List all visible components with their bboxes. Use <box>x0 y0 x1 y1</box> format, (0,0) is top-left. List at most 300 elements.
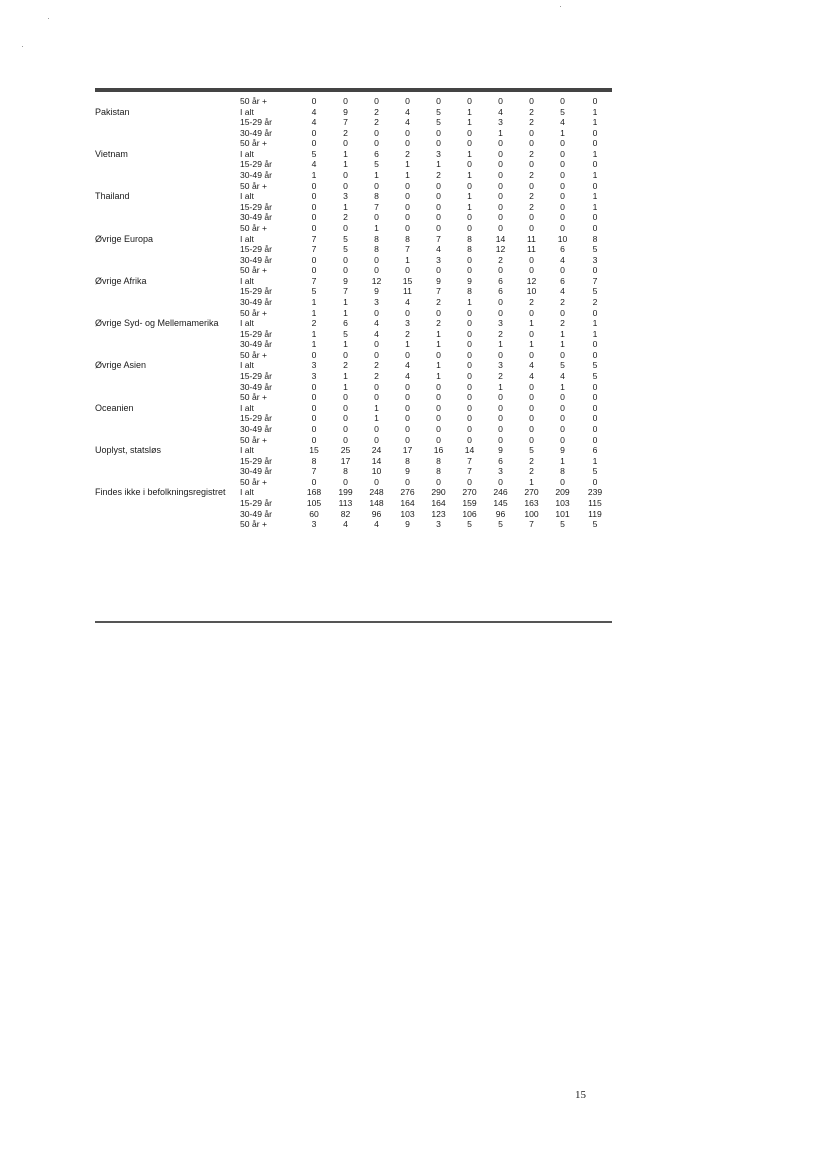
age-group-cell: 50 år + <box>240 307 267 318</box>
value-cell: 0 <box>311 180 317 191</box>
value-cell: 2 <box>560 296 565 307</box>
table-row <box>95 117 612 128</box>
table-row <box>95 265 612 276</box>
value-cell: 7 <box>311 275 317 286</box>
value-cell: 12 <box>526 275 537 286</box>
country-cell <box>95 96 240 107</box>
value-cell: 0 <box>467 371 472 382</box>
value-cell: 2 <box>498 254 503 265</box>
country-cell <box>95 413 240 424</box>
value-cell: 4 <box>405 360 410 371</box>
value-cell: 1 <box>592 328 598 339</box>
value-cell: 4 <box>560 286 565 297</box>
country-cell <box>95 466 240 477</box>
value-cell: 0 <box>405 212 410 223</box>
age-group-cell: 15-29 år <box>240 117 273 128</box>
value-cell: 0 <box>436 96 441 106</box>
value-cell: 0 <box>311 191 317 202</box>
value-cell: 0 <box>467 254 472 265</box>
value-cell: 0 <box>311 138 317 149</box>
country-cell: Pakistan <box>95 106 130 117</box>
value-cell: 1 <box>467 296 472 307</box>
value-cell: 8 <box>592 233 598 244</box>
value-cell: 0 <box>467 413 472 424</box>
age-group-cell: I alt <box>240 318 254 329</box>
value-cell: 4 <box>560 254 565 265</box>
value-cell: 7 <box>405 244 410 255</box>
value-cell: 0 <box>529 265 534 276</box>
value-cell: 3 <box>343 191 348 202</box>
country-cell <box>95 509 240 520</box>
table-row <box>95 128 612 139</box>
table-row <box>95 223 612 234</box>
value-cell: 4 <box>436 244 441 255</box>
value-cell: 0 <box>374 265 379 276</box>
value-cell: 0 <box>436 222 441 233</box>
table-row <box>95 424 612 435</box>
value-cell: 5 <box>311 148 317 159</box>
value-cell: 0 <box>529 138 534 149</box>
table-row <box>95 329 612 340</box>
value-cell: 14 <box>495 233 506 244</box>
value-cell: 0 <box>374 381 379 392</box>
value-cell: 10 <box>371 466 382 477</box>
value-cell: 2 <box>311 318 317 329</box>
age-group-cell: I alt <box>240 106 254 117</box>
age-group-cell: 50 år + <box>240 476 267 487</box>
value-cell: 0 <box>560 191 565 202</box>
value-cell: 0 <box>560 434 565 445</box>
value-cell: 2 <box>529 106 534 117</box>
value-cell: 0 <box>467 434 472 445</box>
country-cell <box>95 519 240 530</box>
value-cell: 0 <box>343 434 348 445</box>
country-cell <box>95 329 240 340</box>
country-cell <box>95 477 240 488</box>
age-group-cell: 15-29 år <box>240 497 273 508</box>
value-cell: 0 <box>436 138 441 149</box>
country-cell: Øvrige Afrika <box>95 275 147 286</box>
value-cell: 9 <box>343 275 348 286</box>
value-cell: 0 <box>498 476 503 487</box>
value-cell: 0 <box>560 265 565 276</box>
value-cell: 1 <box>311 339 317 350</box>
country-cell: Øvrige Europa <box>95 233 154 244</box>
value-cell: 1 <box>467 201 472 212</box>
value-cell: 1 <box>592 117 598 128</box>
value-cell: 8 <box>311 455 317 466</box>
value-cell: 2 <box>560 318 565 329</box>
country-cell <box>95 128 240 139</box>
value-cell: 0 <box>592 381 598 392</box>
value-cell: 0 <box>374 349 379 360</box>
country-cell <box>95 308 240 319</box>
value-cell: 4 <box>405 371 410 382</box>
value-cell: 7 <box>311 233 317 244</box>
value-cell: 5 <box>592 360 598 371</box>
value-cell: 1 <box>560 127 565 138</box>
value-cell: 2 <box>343 127 348 138</box>
country-cell <box>95 456 240 467</box>
value-cell: 1 <box>343 381 348 392</box>
value-cell: 1 <box>436 339 441 350</box>
table-row <box>95 371 612 382</box>
value-cell: 0 <box>529 328 534 339</box>
value-cell: 3 <box>592 254 598 265</box>
table-row <box>95 212 612 223</box>
value-cell: 0 <box>529 159 534 170</box>
value-cell: 2 <box>529 455 534 466</box>
value-cell: 0 <box>436 201 441 212</box>
value-cell: 0 <box>498 201 503 212</box>
value-cell: 0 <box>560 349 565 360</box>
table-row <box>95 107 612 118</box>
value-cell: 290 <box>431 487 446 498</box>
value-cell: 14 <box>464 445 475 456</box>
value-cell: 5 <box>560 106 565 117</box>
age-group-cell: I alt <box>240 233 254 244</box>
value-cell: 0 <box>560 476 565 487</box>
table-row <box>95 202 612 213</box>
value-cell: 0 <box>529 381 534 392</box>
value-cell: 5 <box>592 519 598 530</box>
value-cell: 0 <box>467 392 472 403</box>
value-cell: 163 <box>524 497 539 508</box>
value-cell: 0 <box>529 222 534 233</box>
value-cell: 1 <box>374 222 379 233</box>
value-cell: 9 <box>436 275 441 286</box>
value-cell: 0 <box>467 360 472 371</box>
value-cell: 0 <box>405 402 410 413</box>
country-cell <box>95 424 240 435</box>
value-cell: 1 <box>467 191 472 202</box>
value-cell: 9 <box>560 445 565 456</box>
value-cell: 270 <box>524 487 539 498</box>
value-cell: 7 <box>311 244 317 255</box>
value-cell: 12 <box>495 244 506 255</box>
country-cell <box>95 181 240 192</box>
age-group-cell: 15-29 år <box>240 371 273 382</box>
value-cell: 101 <box>555 508 570 519</box>
value-cell: 6 <box>498 275 503 286</box>
value-cell: 0 <box>343 222 348 233</box>
value-cell: 0 <box>560 307 565 318</box>
value-cell: 1 <box>343 148 348 159</box>
value-cell: 2 <box>498 328 503 339</box>
value-cell: 11 <box>403 286 412 297</box>
value-cell: 7 <box>467 455 472 466</box>
value-cell: 115 <box>588 497 602 508</box>
table-row <box>95 234 612 245</box>
table-row <box>95 286 612 297</box>
value-cell: 5 <box>343 244 348 255</box>
value-cell: 0 <box>529 413 534 424</box>
value-cell: 2 <box>374 360 379 371</box>
scan-speck <box>22 46 23 47</box>
value-cell: 8 <box>467 244 472 255</box>
value-cell: 0 <box>405 423 410 434</box>
country-cell: Thailand <box>95 191 130 202</box>
age-group-cell: 15-29 år <box>240 413 273 424</box>
value-cell: 1 <box>529 476 534 487</box>
value-cell: 1 <box>498 339 503 350</box>
value-cell: 0 <box>592 307 598 318</box>
value-cell: 9 <box>405 519 410 530</box>
table-row <box>95 403 612 414</box>
value-cell: 0 <box>436 413 441 424</box>
value-cell: 1 <box>560 455 565 466</box>
value-cell: 0 <box>405 222 410 233</box>
value-cell: 0 <box>498 159 503 170</box>
age-group-cell: 30-49 år <box>240 423 273 434</box>
value-cell: 0 <box>592 96 598 106</box>
value-cell: 3 <box>498 360 503 371</box>
country-cell <box>95 138 240 149</box>
value-cell: 0 <box>560 413 565 424</box>
value-cell: 5 <box>436 106 441 117</box>
value-cell: 0 <box>311 434 317 445</box>
value-cell: 0 <box>592 413 598 424</box>
value-cell: 0 <box>467 476 472 487</box>
table-row <box>95 360 612 371</box>
page-number: 15 <box>575 1089 586 1101</box>
value-cell: 9 <box>467 275 472 286</box>
age-group-cell: 30-49 år <box>240 381 273 392</box>
value-cell: 6 <box>560 275 565 286</box>
value-cell: 5 <box>311 286 317 297</box>
value-cell: 0 <box>311 476 317 487</box>
value-cell: 1 <box>405 170 410 181</box>
country-cell <box>95 435 240 446</box>
value-cell: 2 <box>592 296 598 307</box>
country-cell <box>95 117 240 128</box>
value-cell: 0 <box>592 402 598 413</box>
country-cell: Øvrige Syd- og Mellemamerika <box>95 318 219 329</box>
value-cell: 0 <box>592 423 598 434</box>
value-cell: 3 <box>498 318 503 329</box>
value-cell: 0 <box>498 423 503 434</box>
value-cell: 0 <box>405 180 410 191</box>
value-cell: 0 <box>467 222 472 233</box>
value-cell: 0 <box>498 180 503 191</box>
country-cell: Oceanien <box>95 402 134 413</box>
country-cell <box>95 159 240 170</box>
value-cell: 1 <box>436 371 441 382</box>
country-cell: Uoplyst, statsløs <box>95 445 162 456</box>
value-cell: 2 <box>529 191 534 202</box>
value-cell: 0 <box>560 96 565 106</box>
value-cell: 0 <box>374 212 379 223</box>
age-group-cell: 15-29 år <box>240 244 273 255</box>
value-cell: 0 <box>374 254 379 265</box>
value-cell: 4 <box>311 117 317 128</box>
value-cell: 199 <box>338 487 353 498</box>
value-cell: 0 <box>592 434 598 445</box>
table-row <box>95 297 612 308</box>
value-cell: 106 <box>462 508 477 519</box>
value-cell: 0 <box>405 127 410 138</box>
value-cell: 0 <box>405 138 410 149</box>
value-cell: 0 <box>498 392 503 403</box>
value-cell: 6 <box>374 148 379 159</box>
value-cell: 0 <box>467 328 472 339</box>
value-cell: 0 <box>498 222 503 233</box>
value-cell: 4 <box>374 519 379 530</box>
value-cell: 0 <box>592 222 598 233</box>
table-row <box>95 96 612 107</box>
age-group-cell: 50 år + <box>240 180 267 191</box>
value-cell: 5 <box>592 244 598 255</box>
value-cell: 0 <box>467 127 472 138</box>
value-cell: 0 <box>343 423 348 434</box>
value-cell: 0 <box>436 434 441 445</box>
value-cell: 0 <box>560 423 565 434</box>
value-cell: 0 <box>498 170 503 181</box>
value-cell: 0 <box>405 265 410 276</box>
value-cell: 0 <box>405 434 410 445</box>
value-cell: 3 <box>311 519 317 530</box>
age-group-cell: 15-29 år <box>240 159 273 170</box>
value-cell: 0 <box>311 265 317 276</box>
value-cell: 5 <box>529 445 534 456</box>
value-cell: 4 <box>529 371 534 382</box>
value-cell: 0 <box>498 402 503 413</box>
value-cell: 7 <box>529 519 534 530</box>
table-row <box>95 170 612 181</box>
table-row <box>95 435 612 446</box>
value-cell: 2 <box>529 170 534 181</box>
value-cell: 0 <box>592 138 598 149</box>
value-cell: 0 <box>311 96 317 106</box>
value-cell: 0 <box>311 349 317 360</box>
value-cell: 8 <box>560 466 565 477</box>
value-cell: 17 <box>402 445 413 456</box>
value-cell: 96 <box>495 508 506 519</box>
value-cell: 1 <box>405 159 410 170</box>
value-cell: 0 <box>498 307 503 318</box>
value-cell: 0 <box>592 127 598 138</box>
age-group-cell: 30-49 år <box>240 508 273 519</box>
value-cell: 24 <box>371 445 382 456</box>
value-cell: 168 <box>306 487 322 498</box>
value-cell: 3 <box>374 296 379 307</box>
value-cell: 5 <box>467 519 472 530</box>
table-bottom-rule <box>95 621 612 623</box>
value-cell: 0 <box>311 392 317 403</box>
value-cell: 105 <box>306 497 322 508</box>
table-row <box>95 487 612 498</box>
age-group-cell: I alt <box>240 445 254 456</box>
table-row <box>95 181 612 192</box>
value-cell: 0 <box>498 349 503 360</box>
age-group-cell: I alt <box>240 402 254 413</box>
value-cell: 0 <box>529 254 534 265</box>
age-group-cell: 50 år + <box>240 392 267 403</box>
value-cell: 103 <box>555 497 570 508</box>
value-cell: 1 <box>592 191 598 202</box>
value-cell: 159 <box>462 497 477 508</box>
value-cell: 270 <box>462 487 477 498</box>
value-cell: 0 <box>343 254 348 265</box>
value-cell: 17 <box>340 455 351 466</box>
value-cell: 4 <box>529 360 534 371</box>
value-cell: 0 <box>405 96 410 106</box>
value-cell: 6 <box>498 455 503 466</box>
value-cell: 1 <box>436 159 441 170</box>
value-cell: 0 <box>592 349 598 360</box>
country-cell <box>95 498 240 509</box>
value-cell: 0 <box>592 180 598 191</box>
age-group-cell: 15-29 år <box>240 286 273 297</box>
age-group-cell: 30-49 år <box>240 127 273 138</box>
age-group-cell: 30-49 år <box>240 170 273 181</box>
value-cell: 0 <box>405 476 410 487</box>
age-group-cell: 30-49 år <box>240 466 273 477</box>
value-cell: 0 <box>560 201 565 212</box>
value-cell: 0 <box>498 296 503 307</box>
value-cell: 1 <box>592 201 598 212</box>
value-cell: 8 <box>405 233 410 244</box>
value-cell: 0 <box>560 138 565 149</box>
value-cell: 119 <box>588 508 602 519</box>
age-group-cell: I alt <box>240 148 254 159</box>
age-group-cell: 30-49 år <box>240 254 273 265</box>
table-body <box>95 96 612 530</box>
value-cell: 0 <box>467 96 472 106</box>
value-cell: 0 <box>560 222 565 233</box>
value-cell: 0 <box>374 339 379 350</box>
value-cell: 1 <box>592 106 598 117</box>
value-cell: 0 <box>405 349 410 360</box>
table-row <box>95 159 612 170</box>
value-cell: 0 <box>467 349 472 360</box>
value-cell: 0 <box>436 349 441 360</box>
value-cell: 2 <box>436 170 441 181</box>
value-cell: 0 <box>343 476 348 487</box>
value-cell: 246 <box>493 487 508 498</box>
value-cell: 7 <box>374 201 379 212</box>
value-cell: 1 <box>343 296 348 307</box>
value-cell: 0 <box>436 307 441 318</box>
value-cell: 164 <box>400 497 415 508</box>
value-cell: 2 <box>436 296 441 307</box>
country-cell <box>95 392 240 403</box>
value-cell: 0 <box>529 127 534 138</box>
value-cell: 0 <box>529 212 534 223</box>
value-cell: 3 <box>436 254 441 265</box>
value-cell: 0 <box>343 138 348 149</box>
table-row <box>95 477 612 488</box>
value-cell: 0 <box>374 476 379 487</box>
value-cell: 0 <box>311 402 317 413</box>
value-cell: 0 <box>467 339 472 350</box>
value-cell: 0 <box>498 434 503 445</box>
age-group-cell: 50 år + <box>240 222 267 233</box>
value-cell: 14 <box>371 455 382 466</box>
value-cell: 0 <box>436 265 441 276</box>
value-cell: 60 <box>309 508 319 519</box>
value-cell: 100 <box>524 508 539 519</box>
value-cell: 1 <box>343 339 348 350</box>
value-cell: 4 <box>498 106 503 117</box>
value-cell: 164 <box>431 497 446 508</box>
value-cell: 5 <box>560 519 565 530</box>
value-cell: 0 <box>405 191 410 202</box>
country-cell <box>95 202 240 213</box>
value-cell: 0 <box>498 138 503 149</box>
value-cell: 0 <box>405 381 410 392</box>
value-cell: 1 <box>374 413 379 424</box>
